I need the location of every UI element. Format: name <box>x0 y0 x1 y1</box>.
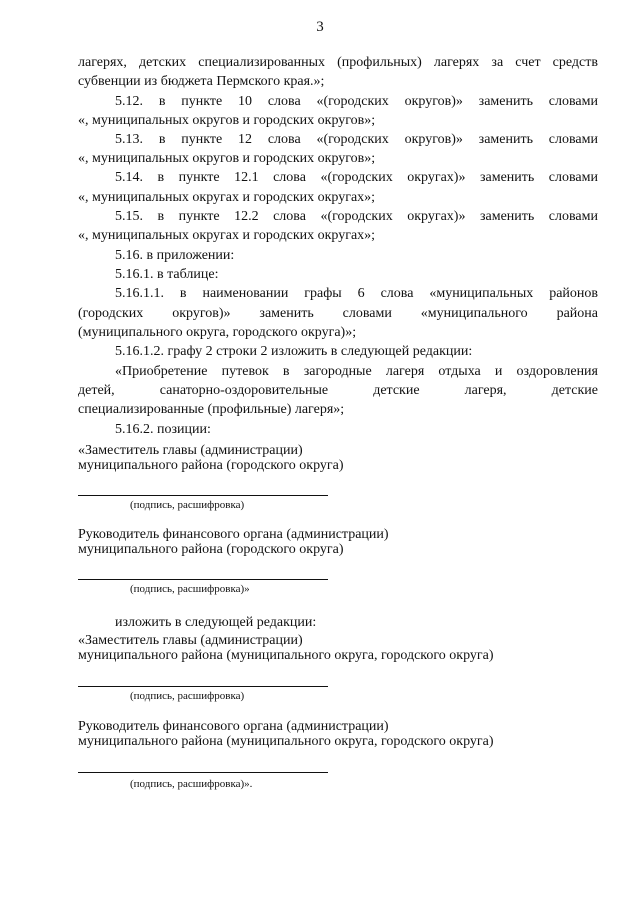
paragraph-line: 5.13. в пункте 12 слова «(городских округов)» заменить словами <box>115 132 598 147</box>
paragraph-line: детей, санаторно-оздоровительные детские лагеря, детские <box>78 383 598 398</box>
paragraph-line: субвенции из бюджета Пермского края.»; <box>78 74 325 89</box>
paragraph-line: «, муниципальных округах и городских округах»; <box>78 228 376 243</box>
paragraph-line: 5.16.1. в таблице: <box>115 267 219 282</box>
signature-line <box>78 579 328 580</box>
paragraph-line: 5.16.2. позиции: <box>115 422 211 437</box>
signature-caption: (подпись, расшифровка) <box>130 499 245 511</box>
paragraph-line: «Приобретение путевок в загородные лагеря отдыха и оздоровления <box>115 364 598 379</box>
paragraph-line: «, муниципальных округов и городских округов»; <box>78 151 376 166</box>
paragraph-line: 5.16.1.1. в наименовании графы 6 слова «муниципальных районов <box>115 286 598 301</box>
signature-caption: (подпись, расшифровка)» <box>130 583 250 595</box>
paragraph-line: (муниципального округа, городского округа)»; <box>78 325 357 340</box>
signature-caption: (подпись, расшифровка) <box>130 690 245 702</box>
paragraph-line: 5.15. в пункте 12.2 слова «(городских округах)» заменить словами <box>115 209 598 224</box>
signature-line <box>78 495 328 496</box>
signature-caption: (подпись, расшифровка)». <box>130 778 253 790</box>
paragraph-line: 5.12. в пункте 10 слова «(городских округов)» заменить словами <box>115 94 598 109</box>
replace-intro: изложить в следующей редакции: <box>115 615 317 630</box>
paragraph-line: лагерях, детских специализированных (профильных) лагерях за счет средств <box>78 55 598 70</box>
paragraph-line: «, муниципальных округах и городских округах»; <box>78 190 376 205</box>
paragraph-line: (городских округов)» заменить словами «муниципального района <box>78 306 598 321</box>
old-deputy-title: «Заместитель главы (администрации) муниципального района (городского округа) <box>78 443 344 473</box>
new-head-title: Руководитель финансового органа (администрации) муниципального района (муниципального округа, городского округа) <box>78 719 494 749</box>
paragraph-line: «, муниципальных округов и городских округов»; <box>78 113 376 128</box>
paragraph-line: 5.16. в приложении: <box>115 248 235 263</box>
signature-line <box>78 686 328 687</box>
page-number: 3 <box>316 19 324 35</box>
paragraph-line: специализированные (профильные) лагеря»; <box>78 402 345 417</box>
signature-line <box>78 772 328 773</box>
paragraph-line: 5.16.1.2. графу 2 строки 2 изложить в следующей редакции: <box>115 344 473 359</box>
old-head-title: Руководитель финансового органа (администрации) муниципального района (городского округа) <box>78 527 389 557</box>
new-deputy-title: «Заместитель главы (администрации) муниципального района (муниципального округа, городского округа) <box>78 633 494 663</box>
paragraph-line: 5.14. в пункте 12.1 слова «(городских округах)» заменить словами <box>115 170 598 185</box>
